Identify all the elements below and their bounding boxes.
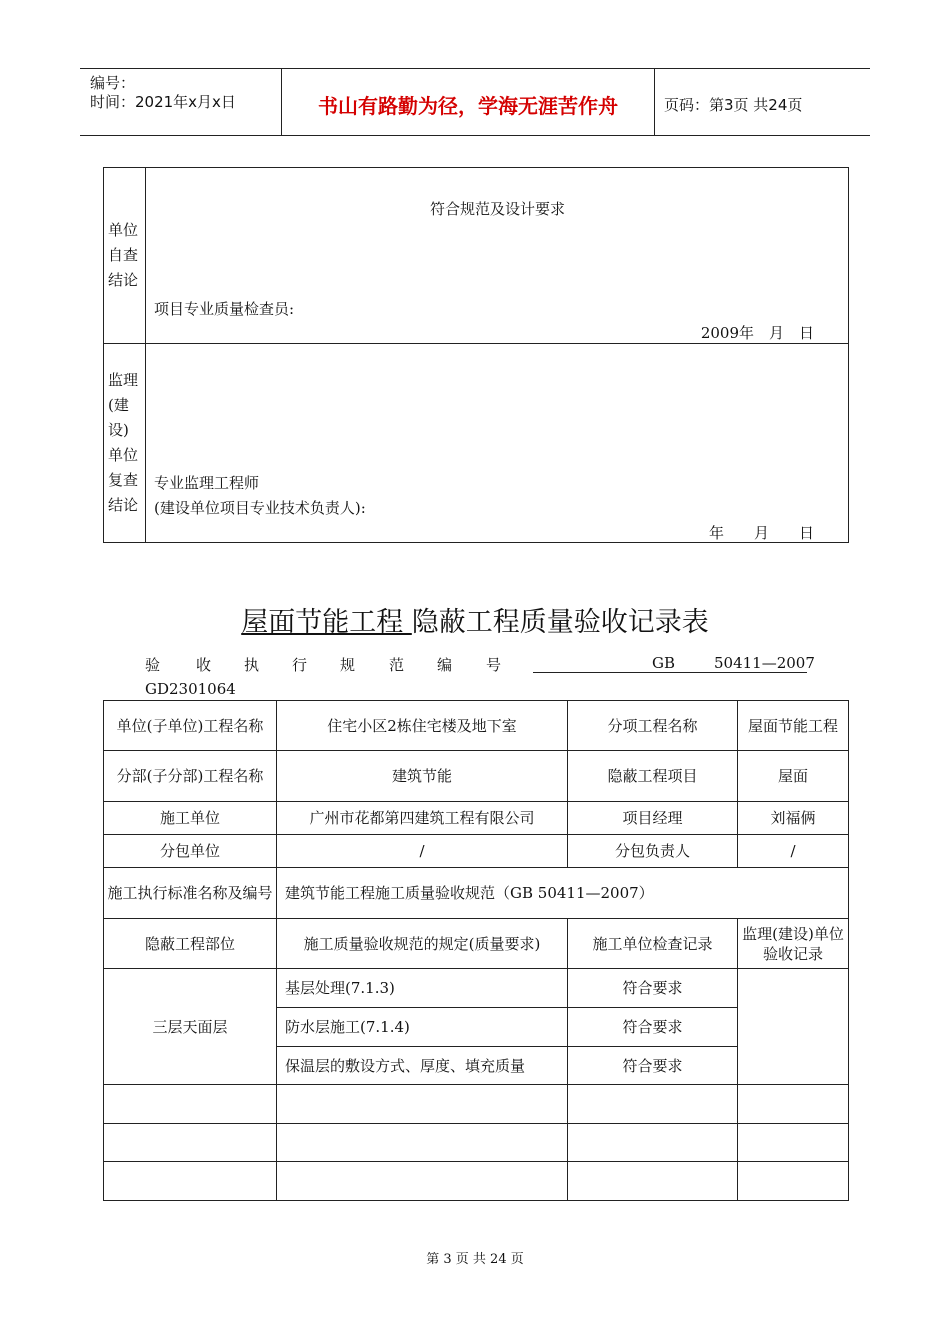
header-divider	[654, 68, 655, 135]
check-cell: 符合要求	[568, 969, 738, 1008]
spec-char: 规	[340, 656, 356, 674]
empty-cell	[104, 1124, 277, 1162]
table-row	[104, 1124, 849, 1162]
form-code: GD2301064	[145, 680, 236, 698]
form-title-rest: 隐蔽工程质量验收记录表	[411, 607, 709, 638]
table-row	[104, 1162, 849, 1201]
empty-cell	[277, 1085, 568, 1124]
unit-project-label: 单位(子单位)工程名称	[104, 701, 277, 751]
empty-cell	[104, 1162, 277, 1201]
spec-value-num: 50411—2007	[714, 654, 815, 672]
unit-project-value: 住宅小区2栋住宅楼及地下室	[277, 701, 568, 751]
spec-char: 执	[244, 656, 260, 674]
spec-char: 行	[292, 656, 308, 674]
subcontractor-label: 分包单位	[104, 835, 277, 868]
rule-cell: 基层处理(7.1.3)	[277, 969, 568, 1008]
column-header-rule: 施工质量验收规范的规定(质量要求)	[277, 919, 568, 969]
sub-lead-label: 分包负责人	[568, 835, 738, 868]
empty-cell	[738, 1124, 849, 1162]
header-bottom-rule	[80, 135, 870, 136]
form-title	[0, 600, 950, 639]
form-title-underlined: 屋面节能工程	[241, 607, 412, 638]
table-row	[104, 1085, 849, 1124]
page-footer: 第 3 页 共 24 页	[426, 1252, 524, 1267]
supervision-engineer: 专业监理工程师	[154, 474, 260, 492]
supervision-content-cell	[146, 344, 849, 543]
division-label: 分部(子分部)工程名称	[104, 751, 277, 802]
supervision-label-line: 复查	[108, 471, 139, 489]
rule-cell: 防水层施工(7.1.4)	[277, 1008, 568, 1047]
check-cell: 符合要求	[568, 1047, 738, 1085]
supervise-cell	[738, 969, 849, 1085]
division-value: 建筑节能	[277, 751, 568, 802]
supervision-label-line: 监理	[108, 371, 139, 389]
rule-cell: 保温层的敷设方式、厚度、填充质量	[277, 1047, 568, 1085]
empty-cell	[568, 1085, 738, 1124]
self-check-label-line: 结论	[108, 271, 139, 289]
spec-char: 号	[486, 656, 502, 674]
column-header-supervise: 监理(建设)单位验收记录	[738, 919, 849, 969]
check-cell: 符合要求	[568, 1008, 738, 1047]
self-check-date: 2009年 月 日	[700, 324, 814, 342]
table-row	[104, 969, 849, 1008]
empty-cell	[104, 1085, 277, 1124]
spec-char: 收	[196, 656, 212, 674]
contractor-value: 广州市花都第四建筑工程有限公司	[277, 802, 568, 835]
column-header-check: 施工单位检查记录	[568, 919, 738, 969]
hidden-item-value: 屋面	[738, 751, 849, 802]
sub-lead-value: /	[738, 835, 849, 868]
empty-cell	[738, 1162, 849, 1201]
supervision-label-line: 单位	[108, 446, 139, 464]
subcontractor-value: /	[277, 835, 568, 868]
supervision-date: 年 月 日	[708, 524, 814, 542]
self-check-inspector: 项目专业质量检查员:	[154, 300, 295, 318]
self-check-content-cell	[146, 168, 849, 344]
hidden-item-label: 隐蔽工程项目	[568, 751, 738, 802]
spec-char: 编	[437, 656, 453, 674]
spec-value-gb: GB	[652, 654, 676, 672]
column-header-part: 隐蔽工程部位	[104, 919, 277, 969]
header-number-label: 编号：	[90, 74, 136, 92]
sub-item-label: 分项工程名称	[568, 701, 738, 751]
sub-item-value: 屋面节能工程	[738, 701, 849, 751]
conclusion-table	[103, 167, 849, 543]
empty-cell	[277, 1124, 568, 1162]
spec-char: 验	[145, 656, 161, 674]
self-check-label-cell	[104, 168, 146, 344]
supervision-label-line: 结论	[108, 496, 139, 514]
self-check-conclusion: 符合规范及设计要求	[429, 200, 565, 218]
manager-value: 刘福俩	[738, 802, 849, 835]
supervision-label-cell	[104, 344, 146, 543]
standard-value: 建筑节能工程施工质量验收规范（GB 50411—2007）	[277, 868, 849, 919]
record-table	[103, 700, 849, 1201]
empty-cell	[568, 1124, 738, 1162]
manager-label: 项目经理	[568, 802, 738, 835]
empty-cell	[738, 1085, 849, 1124]
self-check-label-line: 自查	[108, 246, 139, 264]
header-motto: 书山有路勤为径，学海无涯苦作舟	[318, 94, 618, 118]
header-page-label: 页码：第3页 共24页	[664, 96, 803, 114]
standard-label: 施工执行标准名称及编号	[104, 868, 277, 919]
empty-cell	[277, 1162, 568, 1201]
spec-underline	[533, 672, 807, 673]
spec-char: 范	[389, 656, 405, 674]
self-check-label-line: 单位	[108, 221, 139, 239]
empty-cell	[568, 1162, 738, 1201]
supervision-owner: (建设单位项目专业技术负责人):	[154, 499, 366, 517]
supervision-label-line: (建	[108, 396, 129, 414]
contractor-label: 施工单位	[104, 802, 277, 835]
header-top-rule	[80, 68, 870, 69]
supervision-label-line: 设)	[108, 421, 129, 439]
hidden-part-cell: 三层天面层	[104, 969, 277, 1085]
header-time-label: 时间：2021年x月x日	[90, 93, 236, 111]
